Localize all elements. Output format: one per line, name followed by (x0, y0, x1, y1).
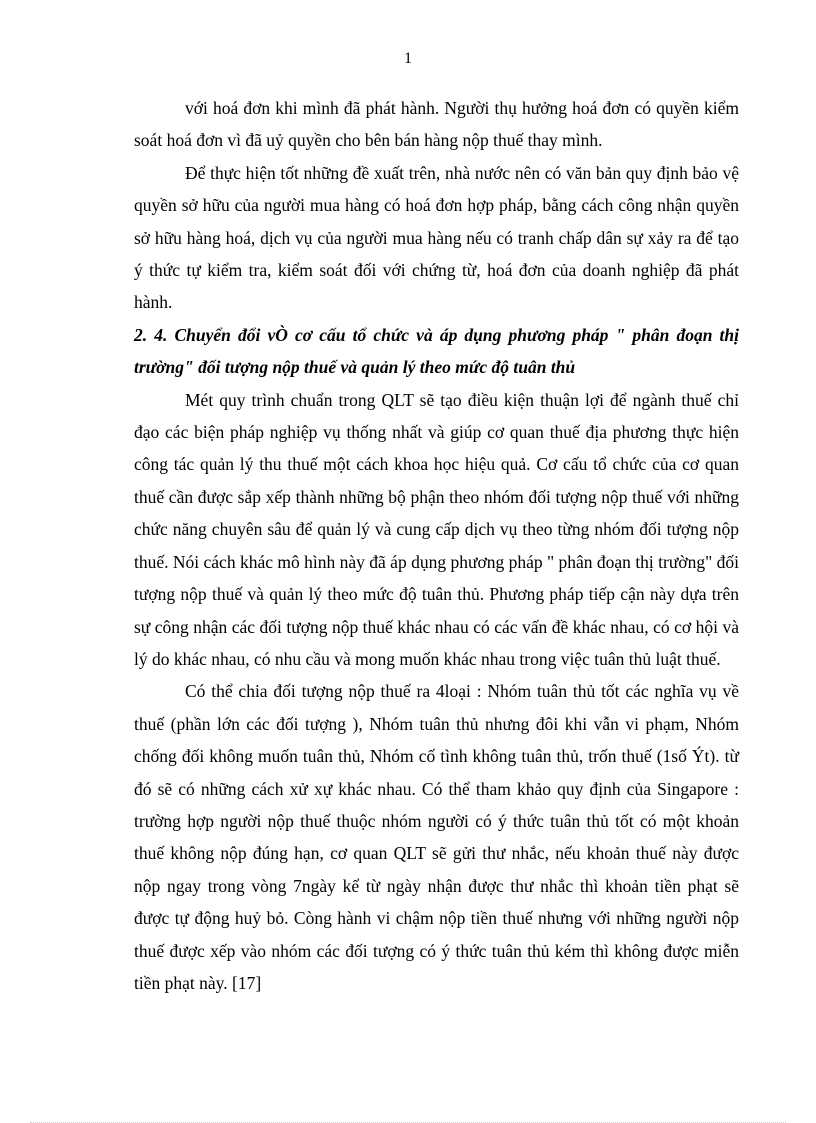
page-number: 1 (404, 50, 412, 67)
paragraph-4: Có thể chia đối tượng nộp thuế ra 4loại : Nhóm tuân thủ tốt các nghĩa vụ về thuế (phần lớn các đối tượng ), Nhóm tuân thủ nhưng đôi khi vẫn vi phạm, Nhóm chống đối không muốn tuân thủ, Nhóm cố tình không tuân thủ, trốn thuế (1số Ýt). từ đó sẽ có những cách xử xự khác nhau. Có thể tham khảo quy định của Singapore : trường hợp người nộp thuế thuộc nhóm người có ý thức tuân thủ tốt có một khoản thuế không nộp đúng hạn, cơ quan QLT sẽ gửi thư nhắc, nếu khoản thuế này được nộp ngay trong vòng 7ngày kể từ ngày nhận được thư nhắc thì khoản tiền phạt sẽ được tự động huỷ bỏ. Còng hành vi chậm nộp tiền thuế nhưng với những người nộp thuế được xếp vào nhóm các đối tượng có ý thức tuân thủ kém thì không được miễn tiền phạt này. [17] (134, 681, 739, 993)
section-heading: 2. 4. Chuyển đổi vÒ cơ cấu tổ chức và áp dụng phương pháp " phân đoạn thị trường" đối tượng nộp thuế và quản lý theo mức độ tuân thủ (134, 324, 739, 378)
paragraph-1: với hoá đơn khi mình đã phát hành. Người thụ hưởng hoá đơn có quyền kiểm soát hoá đơn vì đã uỷ quyền cho bên bán hàng nộp thuế thay mình. (134, 98, 739, 151)
document-body (134, 92, 739, 999)
paragraph-3: Mét quy trình chuẩn trong QLT sẽ tạo điều kiện thuận lợi để ngành thuế chỉ đạo các biện pháp nghiệp vụ thống nhất và giúp cơ quan thuế địa phương thực hiện công tác quản lý thu thuế một cách khoa học hiệu quả. Cơ cấu tổ chức của cơ quan thuế cần được sắp xếp thành những bộ phận theo nhóm đối tượng nộp thuế với những chức năng chuyên sâu để quản lý và cung cấp dịch vụ theo từng nhóm đối tượng nộp thuế. Nói cách khác mô hình này đã áp dụng phương pháp " phân đoạn thị trường" đối tượng nộp thuế và quản lý theo mức độ tuân thủ. Phương pháp tiếp cận này dựa trên sự công nhận các đối tượng nộp thuế khác nhau có các vấn đề khác nhau, có cơ hội và lý do khác nhau, có nhu cầu và mong muốn khác nhau trong việc tuân thủ luật thuế. (134, 389, 739, 669)
paragraph-2: Để thực hiện tốt những đề xuất trên, nhà nước nên có văn bản quy định bảo vệ quyền sở hữu của người mua hàng có hoá đơn hợp pháp, bằng cách công nhận quyền sở hữu hàng hoá, dịch vụ của người mua hàng nếu có tranh chấp dân sự xảy ra để tạo ý thức tự kiểm tra, kiểm soát đối với chứng từ, hoá đơn của doanh nghiệp đã phát hành. (134, 162, 739, 313)
